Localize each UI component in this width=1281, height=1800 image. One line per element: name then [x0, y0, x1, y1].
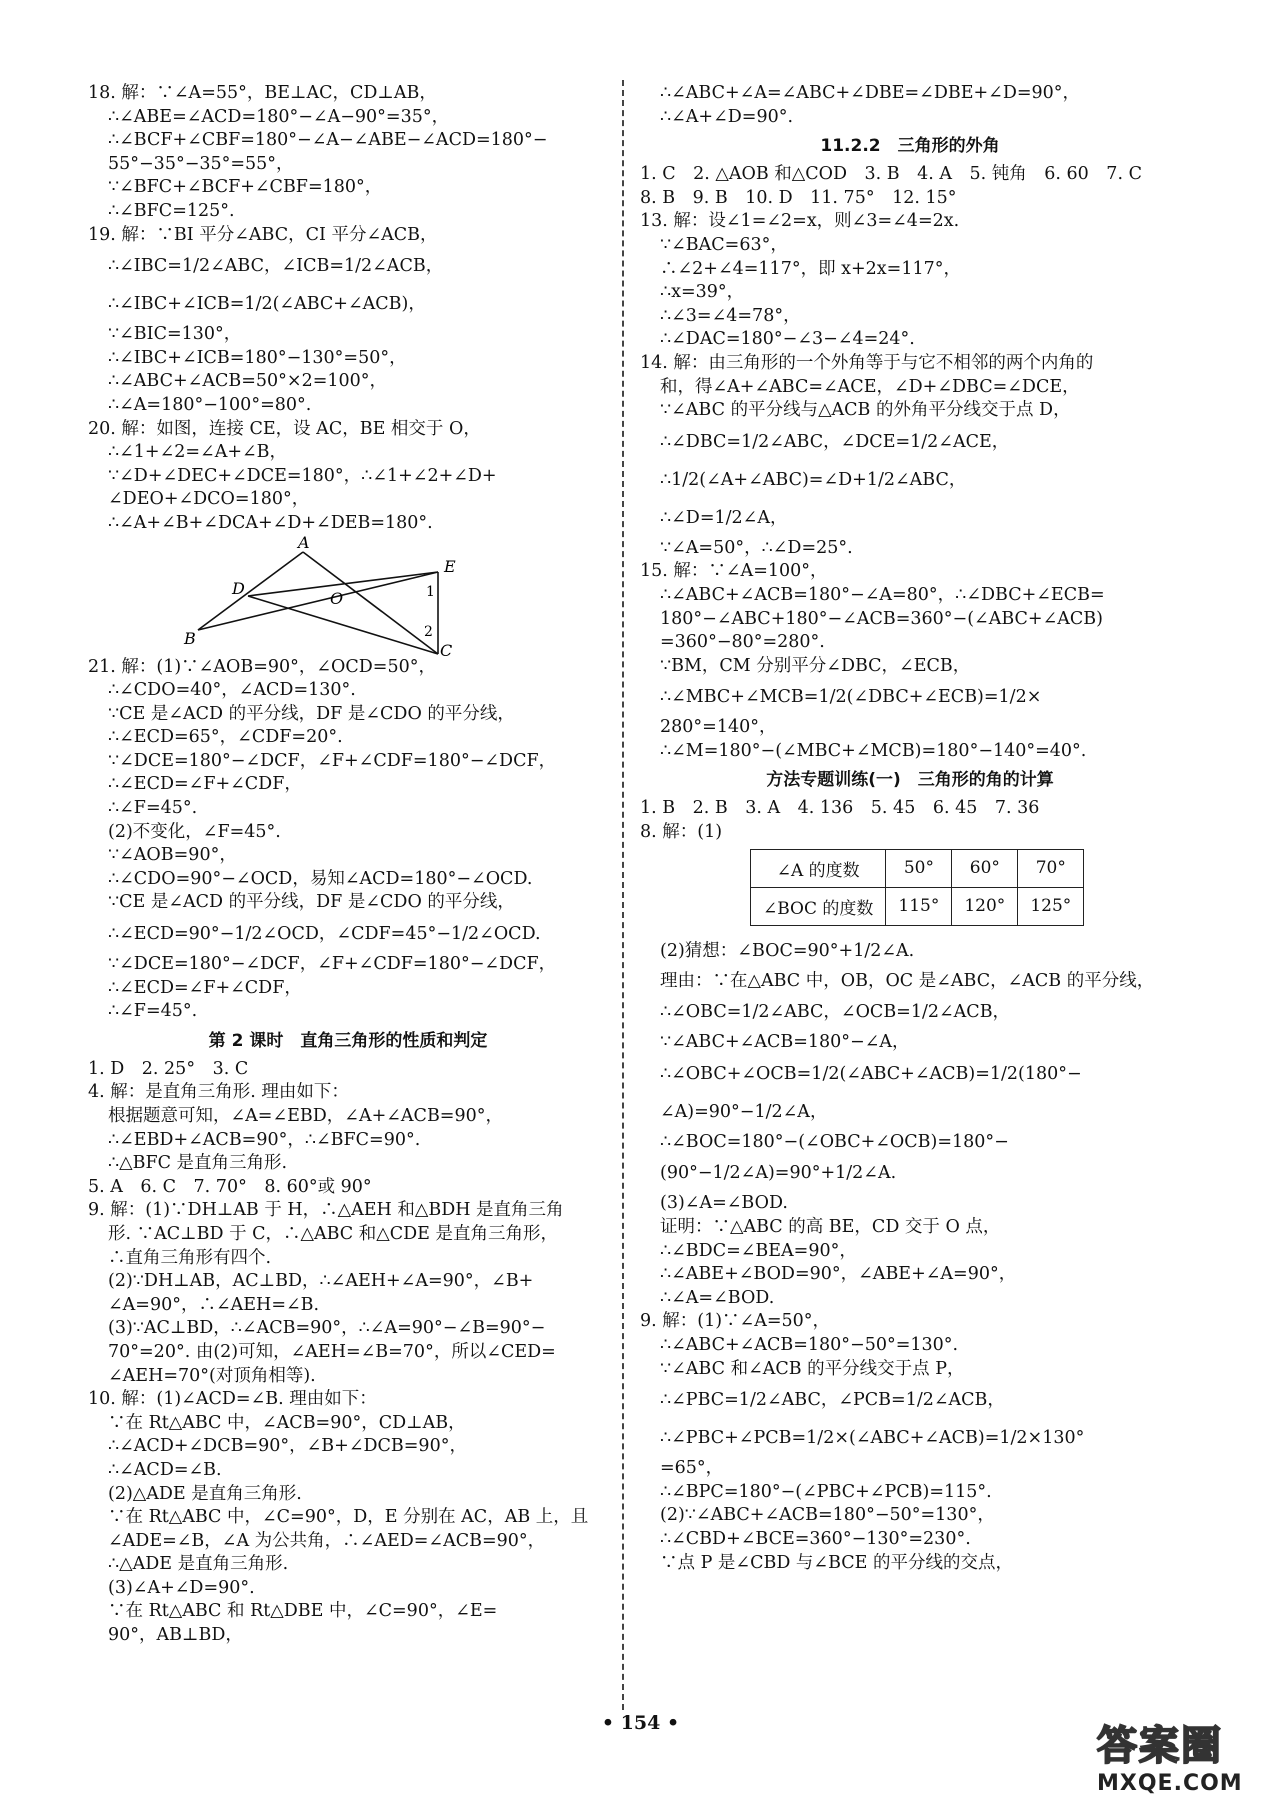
text-line: ∴∠A=∠BOD. — [660, 1287, 775, 1308]
text-line: 70°=20°. 由(2)可知，∠AEH=∠B=70°，所以∠CED= — [108, 1341, 556, 1362]
text-line: (3)∠A+∠D=90°. — [108, 1577, 255, 1598]
text-line: 10. 解：(1)∠ACD=∠B. 理由如下： — [88, 1389, 377, 1410]
text-line: ∴∠DBC=1/2∠ABC，∠DCE=1/2∠ACE， — [660, 431, 1010, 452]
right-block-2 — [640, 163, 1180, 763]
text-line: 180°−∠ABC+180°−∠ACB=360°−(∠ABC+∠ACB) — [660, 608, 1103, 629]
text-line: ∴∠EBD+∠ACB=90°，∴∠BFC=90°. — [108, 1129, 421, 1150]
fig-label-O: O — [330, 588, 344, 608]
text-line: (2)∵DH⊥AB，AC⊥BD，∴∠AEH+∠A=90°，∠B+ — [108, 1271, 534, 1292]
text-line: ∴1/2(∠A+∠ABC)=∠D+1/2∠ABC， — [660, 469, 967, 490]
text-line: ∵∠DCE=180°−∠DCF，∠F+∠CDF=180°−∠DCF， — [108, 954, 557, 975]
text-line: ∠A=90°，∴∠AEH=∠B. — [108, 1294, 320, 1315]
text-line: 18. 解：∵∠A=55°，BE⊥AC，CD⊥AB， — [88, 83, 437, 103]
text-line: ∵∠DCE=180°−∠DCF，∠F+∠CDF=180°−∠DCF， — [108, 750, 557, 771]
text-line: 证明：∵△ABC 的高 BE，CD 交于 O 点， — [660, 1217, 1001, 1238]
text-line: 8. 解：(1) — [640, 822, 723, 843]
text-line: ∴△BFC 是直角三角形. — [108, 1153, 288, 1174]
text-line: ∴∠PBC=1/2∠ABC，∠PCB=1/2∠ACB， — [660, 1390, 1005, 1411]
text-line: (2)△ADE 是直角三角形. — [108, 1483, 302, 1504]
text-line: 20. 解：如图，连接 CE，设 AC，BE 相交于 O， — [88, 418, 481, 439]
text-line: ∴∠ACD+∠DCB=90°，∠B+∠DCB=90°， — [108, 1436, 467, 1457]
geometry-figure — [148, 536, 508, 656]
text-line: 和，得∠A+∠ABC=∠ACE，∠D+∠DBC=∠DCE， — [660, 376, 1080, 397]
text-line: ∵点 P 是∠CBD 与∠BCE 的平分线的交点， — [660, 1552, 1013, 1573]
fig-label-C: C — [440, 640, 453, 656]
fig-label-D: D — [232, 578, 245, 598]
watermark-text: 答案圈 — [1097, 1723, 1223, 1769]
text-line: ∵∠ABC 和∠ACB 的平分线交于点 P， — [660, 1358, 965, 1379]
text-line: ∴∠ACD=∠B. — [108, 1459, 222, 1480]
text-line: 14. 解：由三角形的一个外角等于与它不相邻的两个内角的 — [640, 352, 1094, 373]
page-number: • 154 • — [601, 1712, 680, 1734]
table-cell: 70° — [1018, 849, 1084, 887]
text-line: 理由：∵在△ABC 中，OB，OC 是∠ABC，∠ACB 的平分线， — [660, 970, 1155, 991]
section-heading-method-training: 方法专题训练(一) 三角形的角的计算 — [766, 770, 1054, 791]
text-line: ∴∠ECD=65°，∠CDF=20°. — [108, 727, 343, 748]
text-line: ∴∠IBC+∠ICB=1/2(∠ABC+∠ACB)， — [108, 294, 426, 315]
text-line: (2)猜想：∠BOC=90°+1/2∠A. — [660, 940, 915, 961]
right-block-4 — [640, 932, 1180, 1576]
text-line: ∴∠A+∠D=90°. — [660, 106, 794, 127]
text-line: 19. 解：∵BI 平分∠ABC，CI 平分∠ACB， — [88, 224, 438, 245]
text-line: ∴∠A+∠B+∠DCA+∠D+∠DEB=180°. — [108, 512, 433, 533]
text-line: (2)不变化，∠F=45°. — [108, 821, 281, 842]
left-block-3 — [88, 1058, 608, 1648]
text-line: ∴∠IBC+∠ICB=180°−130°=50°， — [108, 347, 407, 368]
text-line: 根据题意可知，∠A=∠EBD，∠A+∠ACB=90°， — [108, 1106, 503, 1126]
text-line: 1. C 2. △AOB 和△COD 3. B 4. A 5. 钝角 6. 60 7. C — [640, 164, 1142, 185]
text-line: ∵CE 是∠ACD 的平分线，DF 是∠CDO 的平分线， — [108, 703, 515, 724]
text-line: ∵∠ABC+∠ACB=180°−∠A， — [660, 1032, 910, 1053]
text-line: ∴∠IBC=1/2∠ABC，∠ICB=1/2∠ACB， — [108, 256, 444, 277]
text-line: ∠ADE=∠B，∠A 为公共角，∴∠AED=∠ACB=90°， — [108, 1530, 546, 1551]
text-line: ∴△ADE 是直角三角形. — [108, 1554, 289, 1575]
text-line: ∠DEO+∠DCO=180°， — [108, 489, 310, 510]
table-cell: 125° — [1018, 887, 1084, 925]
angle-table — [750, 849, 1084, 926]
text-line: ∵在 Rt△ABC 中，∠C=90°，D，E 分别在 AC，AB 上，且 — [108, 1507, 589, 1528]
text-line: 15. 解：∵∠A=100°， — [640, 561, 828, 582]
text-line: ∴∠ABC+∠ACB=180°−∠A=80°，∴∠DBC+∠ECB= — [660, 584, 1105, 605]
fig-label-E: E — [444, 556, 456, 576]
text-line: ∵∠A=50°，∴∠D=25°. — [660, 537, 853, 558]
text-line: 形. ∵AC⊥BD 于 C，∴△ABC 和△CDE 是直角三角形， — [108, 1223, 558, 1244]
text-line: 8. B 9. B 10. D 11. 75° 12. 15° — [640, 187, 957, 208]
text-line: ∵∠ABC 的平分线与△ACB 的外角平分线交于点 D， — [660, 400, 1071, 421]
text-line: ∴∠M=180°−(∠MBC+∠MCB)=180°−140°=40°. — [660, 740, 1087, 761]
text-line: ∴x=39°， — [660, 282, 745, 303]
text-line: ∴∠BPC=180°−(∠PBC+∠PCB)=115°. — [660, 1481, 992, 1502]
watermark-logo — [1097, 1714, 1267, 1796]
text-line: ∵∠D+∠DEC+∠DCE=180°，∴∠1+∠2+∠D+ — [108, 465, 497, 486]
fig-label-1: 1 — [426, 583, 435, 600]
text-line: ∴∠PBC+∠PCB=1/2×(∠ABC+∠ACB)=1/2×130° — [660, 1428, 1085, 1449]
column-divider — [622, 80, 624, 1710]
text-line: ∴∠ECD=90°−1/2∠OCD，∠CDF=45°−1/2∠OCD. — [108, 924, 541, 945]
text-line: ∴∠OBC=1/2∠ABC，∠OCB=1/2∠ACB， — [660, 1002, 1011, 1023]
text-line: (3)∵AC⊥BD，∴∠ACB=90°，∴∠A=90°−∠B=90°− — [108, 1318, 546, 1339]
text-line: 280°=140°， — [660, 717, 777, 738]
text-line: 5. A 6. C 7. 70° 8. 60°或 90° — [88, 1176, 372, 1197]
table-row — [751, 887, 1084, 925]
text-line: ∵∠BAC=63°， — [660, 234, 788, 255]
text-line: 9. 解：(1)∵DH⊥AB 于 H，∴△AEH 和△BDH 是直角三角 — [88, 1200, 564, 1221]
text-line: ∴∠ABC+∠ACB=50°×2=100°， — [108, 371, 388, 392]
table-cell: 120° — [952, 887, 1018, 925]
text-line: =360°−80°=280°. — [660, 632, 825, 653]
left-column — [88, 82, 608, 1648]
text-line: 4. 解：是直角三角形. 理由如下： — [88, 1082, 349, 1103]
right-block-3 — [640, 797, 1180, 844]
text-line: ∴∠BOC=180°−(∠OBC+∠OCB)=180°− — [660, 1131, 1009, 1152]
text-line: (3)∠A=∠BOD. — [660, 1193, 788, 1214]
text-line: 13. 解：设∠1=∠2=x，则∠3=∠4=2x. — [640, 211, 960, 232]
table-cell: 50° — [886, 849, 952, 887]
table-cell: ∠BOC 的度数 — [751, 887, 886, 925]
text-line: ∵BM，CM 分别平分∠DBC，∠ECB， — [660, 655, 971, 676]
text-line: ∴∠ECD=∠F+∠CDF， — [108, 774, 302, 795]
text-line: 55°−35°−35°=55°， — [108, 153, 294, 174]
section-heading-exterior-angle: 11.2.2 三角形的外角 — [820, 136, 1000, 157]
right-block-1 — [640, 82, 1180, 129]
table-cell: 115° — [886, 887, 952, 925]
text-line: ∴∠BDC=∠BEA=90°， — [660, 1240, 857, 1261]
text-line: 1. D 2. 25° 3. C — [88, 1058, 249, 1079]
text-line: ∴∠D=1/2∠A， — [660, 507, 788, 528]
watermark-domain: MXQE.COM — [1097, 1771, 1243, 1796]
fig-label-B: B — [184, 628, 196, 648]
text-line: 21. 解：(1)∵∠AOB=90°，∠OCD=50°， — [88, 656, 436, 677]
text-line: 90°，AB⊥BD， — [108, 1625, 243, 1646]
text-line: ∴∠ABE=∠ACD=180°−∠A−90°=35°， — [108, 106, 450, 127]
text-line: ∴∠ABC+∠ACB=180°−50°=130°. — [660, 1335, 959, 1355]
fig-label-2: 2 — [424, 623, 433, 640]
text-line: ∴∠OBC+∠OCB=1/2(∠ABC+∠ACB)=1/2(180°− — [660, 1063, 1082, 1084]
text-line: ∴∠F=45°. — [108, 1001, 198, 1022]
left-block-2 — [88, 656, 608, 1024]
text-line: ∠A)=90°−1/2∠A， — [660, 1101, 828, 1122]
text-line: 1. B 2. B 3. A 4. 136 5. 45 6. 45 7. 36 — [640, 798, 1040, 819]
text-line: ∵CE 是∠ACD 的平分线，DF 是∠CDO 的平分线， — [108, 892, 515, 913]
text-line: (90°−1/2∠A)=90°+1/2∠A. — [660, 1163, 897, 1184]
text-line: (2)∵∠ABC+∠ACB=180°−50°=130°， — [660, 1505, 995, 1526]
text-line: ∴∠3=∠4=78°， — [660, 305, 801, 326]
text-line: ∵在 Rt△ABC 中，∠ACB=90°，CD⊥AB， — [108, 1412, 466, 1433]
text-line: ∵∠AOB=90°， — [108, 845, 237, 866]
text-line: ∴∠CDO=40°，∠ACD=130°. — [108, 680, 356, 701]
text-line: ∴∠ABC+∠A=∠ABC+∠DBE=∠DBE+∠D=90°， — [660, 83, 1081, 103]
text-line: =65°， — [660, 1458, 724, 1479]
text-line: ∴∠CDO=90°−∠OCD，易知∠ACD=180°−∠OCD. — [108, 868, 533, 889]
text-line: ∴∠A=180°−100°=80°. — [108, 394, 312, 415]
text-line: ∴∠ECD=∠F+∠CDF， — [108, 977, 302, 998]
section-heading-right-triangle: 第 2 课时 直角三角形的性质和判定 — [208, 1030, 488, 1051]
table-row — [751, 849, 1084, 887]
text-line: 9. 解：(1)∵∠A=50°， — [640, 1311, 831, 1332]
text-line: ∵∠BIC=130°， — [108, 324, 242, 345]
right-column — [640, 82, 1180, 1575]
text-line: ∴∠MBC+∠MCB=1/2(∠DBC+∠ECB)=1/2× — [660, 687, 1042, 708]
text-line: ∠AEH=70°(对顶角相等). — [108, 1365, 316, 1386]
text-line: ∵∠BFC+∠BCF+∠CBF=180°， — [108, 177, 383, 198]
text-line: ∴∠DAC=180°−∠3−∠4=24°. — [660, 329, 915, 350]
text-line: ∴直角三角形有四个. — [108, 1247, 272, 1268]
fig-label-A: A — [298, 535, 310, 552]
text-line: ∴∠1+∠2=∠A+∠B， — [108, 442, 288, 463]
text-line: ∴∠BCF+∠CBF=180°−∠A−∠ABE−∠ACD=180°− — [108, 130, 548, 151]
text-line: ∴∠F=45°. — [108, 798, 198, 819]
text-line: ∵在 Rt△ABC 和 Rt△DBE 中，∠C=90°，∠E= — [108, 1601, 498, 1622]
text-line: ∴∠ABE+∠BOD=90°，∠ABE+∠A=90°， — [660, 1264, 1017, 1285]
text-line: ∴∠CBD+∠BCE=360°−130°=230°. — [660, 1528, 971, 1549]
table-cell: 60° — [952, 849, 1018, 887]
table-cell: ∠A 的度数 — [751, 849, 886, 887]
text-line: ∴∠2+∠4=117°，即 x+2x=117°， — [660, 258, 961, 279]
text-line: ∴∠BFC=125°. — [108, 200, 235, 221]
left-block-1 — [88, 82, 608, 536]
